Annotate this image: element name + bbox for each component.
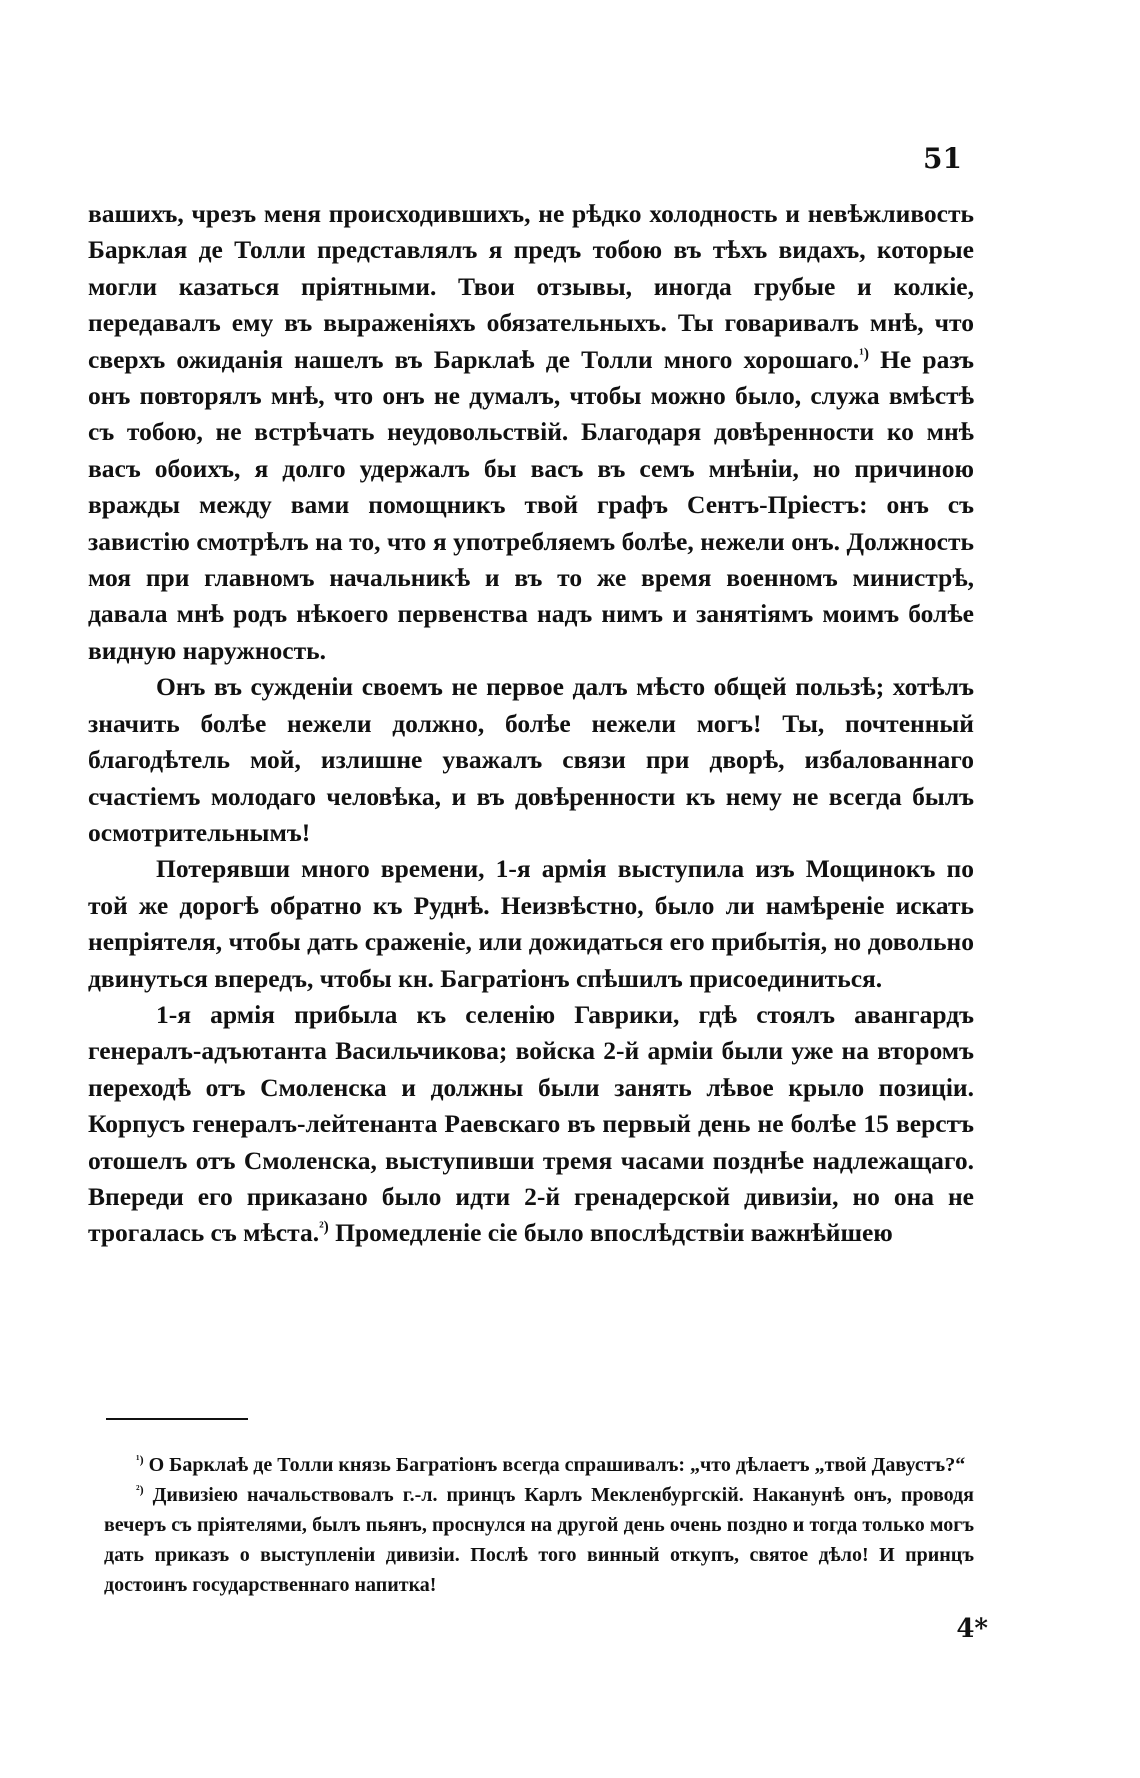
footnote-marker-1: ¹): [136, 1452, 144, 1467]
footnote-text: Дивизіею начальствовалъ г.-л. принцъ Карлъ Мекленбургскій. Наканунѣ онъ, проводя вечеръ съ пріятелями, былъ пьянъ, проснулся на другой день очень поздно и тогда только могъ дать приказъ о выступленіи дивизіи. Послѣ того винный откупъ, святое дѣло! И принцъ достоинъ государственнаго напитка!: [104, 1484, 974, 1596]
paragraph-2: Онъ въ сужденіи своемъ не первое далъ мѣсто общей пользѣ; хотѣлъ значить болѣе нежели должно, болѣе нежели могъ! Ты, почтенный благодѣтель мой, излишне уважалъ связи при дворѣ, избалованнаго счастіемъ молодаго человѣка, и въ довѣренности къ нему не всегда былъ осмотрительнымъ!: [88, 672, 974, 847]
paragraph-3: Потерявши много времени, 1-я армія выступила изъ Мощинокъ по той же дорогѣ обратно къ Руднѣ. Неизвѣстно, было ли намѣреніе искать непріятеля, чтобы дать сраженіе, или дожидаться его прибытія, но довольно двинуться впередъ, чтобы кн. Багратіонъ спѣшилъ присоединиться.: [88, 854, 974, 993]
footnote-separator: [106, 1418, 248, 1420]
paragraph-text: 1-я армія прибыла къ селенію Гаврики, гдѣ стоялъ авангардъ генералъ-адъютанта Васильчикова; войска 2-й арміи были уже на второмъ переходѣ отъ Смоленска и должны были занять лѣвое крыло позиціи. Корпусъ генералъ-лейтенанта Раевскаго въ первый день не болѣе 15 верстъ отошелъ отъ Смоленска, выступивши тремя часами позднѣе надлежащаго. Впереди его приказано было идти 2-й гренадерской дивизіи, но она не трогалась съ мѣста.: [88, 999, 974, 1248]
paragraph-text: вашихъ, чрезъ меня происходившихъ, не рѣдко холодность и невѣжливость Барклая де Толли представлялъ я предъ тобою въ тѣхъ видахъ, которые могли казаться пріятными. Твои отзывы, иногда грубые и колкіе, передавалъ ему въ выраженіяхъ обязательныхъ. Ты говаривалъ мнѣ, что сверхъ ожиданія нашелъ въ Барклаѣ де Толли много хорошаго.: [88, 199, 974, 374]
paragraph-text-continued: Не разъ онъ повторялъ мнѣ, что онъ не думалъ, чтобы можно было, служа вмѣстѣ съ тобою, не встрѣчать неудовольствій. Благодаря довѣренности ко мнѣ васъ обоихъ, я долго удержалъ бы васъ въ семъ мнѣніи, но причиною вражды между вами помощникъ твой графъ Сентъ-Пріестъ: онъ съ завистію смотрѣлъ на то, что я употребляемъ болѣе, нежели онъ. Должность моя при главномъ начальникѣ и въ то же время военномъ министрѣ, давала мнѣ родъ нѣкоего первенства надъ нимъ и занятіямъ моимъ болѣе видную наружность.: [88, 344, 974, 665]
footnote-marker-2: ²): [136, 1482, 144, 1497]
footnote-2: [104, 1480, 974, 1600]
footnote-1: [104, 1450, 974, 1480]
page-number: 51: [923, 142, 962, 175]
footnote-ref-2: ²): [319, 1218, 329, 1236]
paragraph-4: [88, 997, 974, 1252]
footnote-text: О Барклаѣ де Толли князь Багратіонъ всегда спрашивалъ: „что дѣлаетъ „твой Давустъ?“: [148, 1454, 966, 1476]
paragraph-text-continued: Промедленіе сіе было впослѣдствіи важнѣйшею: [335, 1218, 893, 1248]
signature-mark: 4*: [956, 1614, 988, 1644]
body-text: [88, 196, 974, 1252]
footnote-ref-1: ¹): [859, 345, 869, 363]
footnotes: [104, 1450, 974, 1600]
paragraph-1: [88, 196, 974, 669]
